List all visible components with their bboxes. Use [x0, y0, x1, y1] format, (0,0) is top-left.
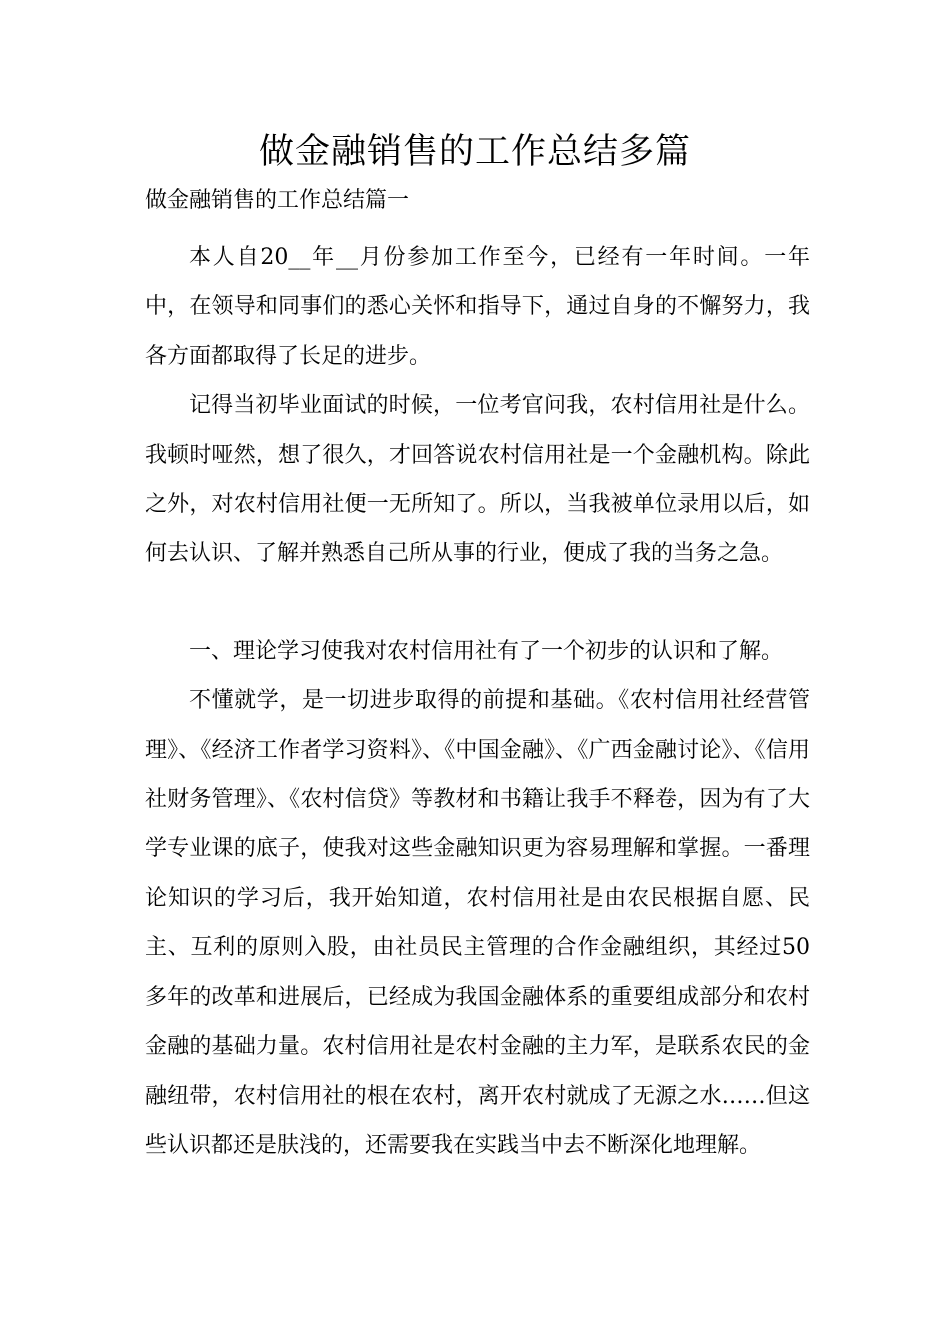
section-paragraph: 不懂就学，是一切进步取得的前提和基础。《农村信用社经营管理》、《经济工作者学习资料》、《中国金融》、《广西金融讨论》、《信用社财务管理》、《农村信贷》等教材和书籍让我手不释卷，因为有了大学专业课的底子，使我对这些金融知识更为容易理解和掌握。一番理论知识的学习后，我开始知道，农村信用社是由农民根据自愿、民主、互利的原则入股，由社员民主管理的合作金融组织，其经过50多年的改革和进展后，已经成为我国金融体系的重要组成部分和农村金融的基础力量。农村信用社是农村金融的主力军，是联系农民的金融纽带，农村信用社的根在农村，离开农村就成了无源之水……但这些认识都还是肤浅的，还需要我在实践当中去不断深化地理解。 — [145, 688, 810, 1158]
document-body — [145, 185, 810, 1170]
paragraph-2: 记得当初毕业面试的时候，一位考官问我，农村信用社是什么。我顿时哑然，想了很久，才回答说农村信用社是一个金融机构。除此之外，对农村信用社便一无所知了。所以，当我被单位录用以后，如何去认识、了解并熟悉自己所从事的行业，便成了我的当务之急。 — [145, 393, 810, 567]
document-title: 做金融销售的工作总结多篇 — [258, 132, 691, 172]
paragraph-1: 本人自20__年__月份参加工作至今，已经有一年时间。一年中，在领导和同事们的悉心关怀和指导下，通过自身的不懈努力，我各方面都取得了长足的进步。 — [145, 245, 810, 369]
document-subtitle: 做金融销售的工作总结篇一 — [145, 188, 410, 213]
section-heading: 一、理论学习使我对农村信用社有了一个初步的认识和了解。 — [189, 638, 784, 664]
